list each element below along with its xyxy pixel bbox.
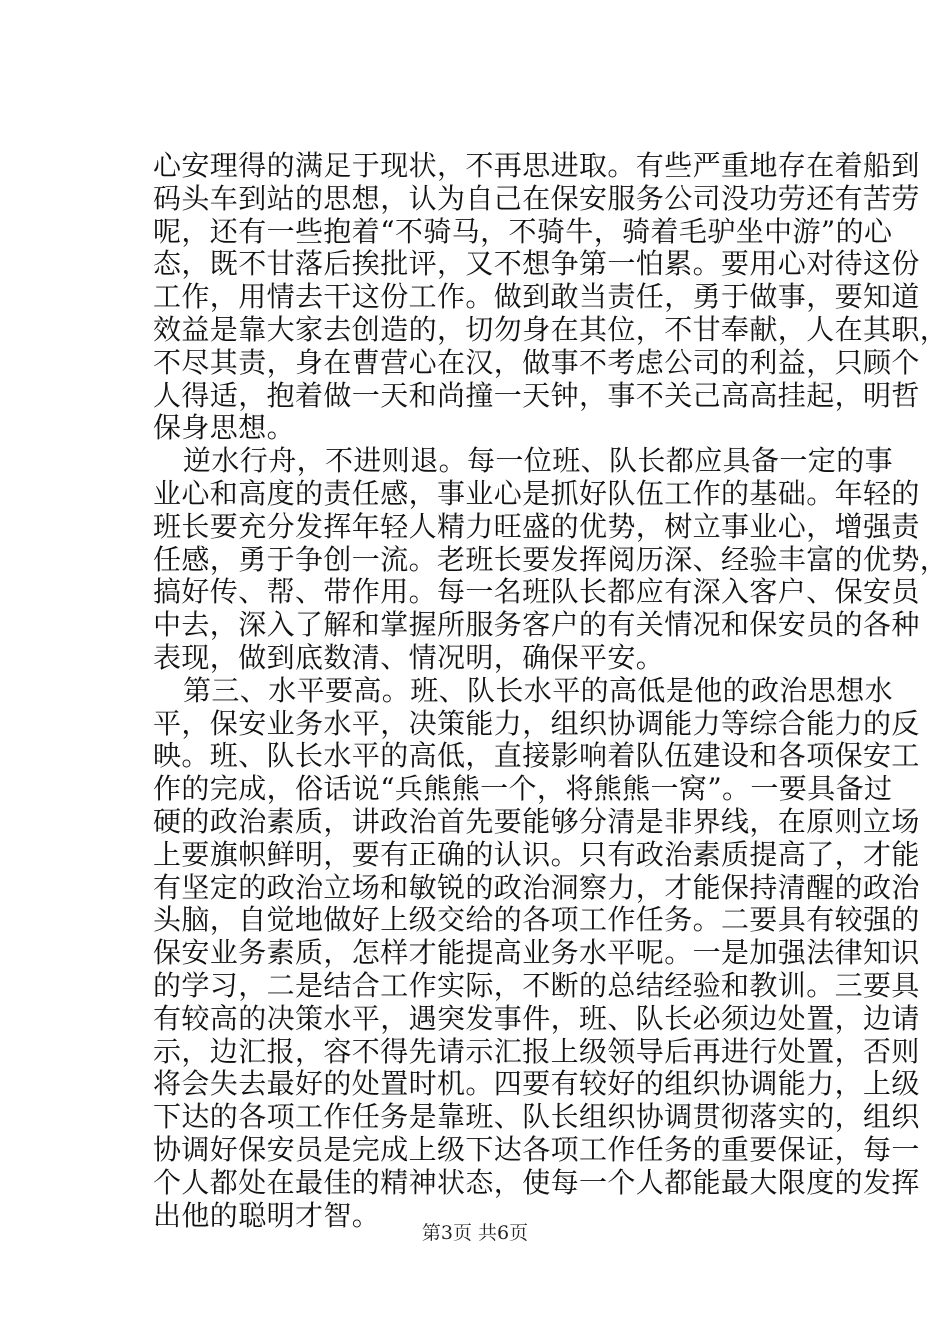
page-footer: 第3页 共6页 bbox=[421, 1222, 529, 1244]
text-line: 作的完成，俗话说“兵熊熊一个，将熊熊一窝”。一要具备过 bbox=[153, 772, 893, 806]
text-line: 心安理得的满足于现状，不再思进取。有些严重地存在着船到 bbox=[153, 149, 920, 182]
text-line: 保身思想。 bbox=[153, 411, 296, 445]
text-line: 下达的各项工作任务是靠班、队长组织协调贯彻落实的，组织 bbox=[153, 1100, 920, 1134]
text-line: 工作，用情去干这份工作。做到敢当责任，勇于做事，要知道 bbox=[153, 280, 920, 314]
text-line: 中去，深入了解和掌握所服务客户的有关情况和保安员的各种 bbox=[153, 608, 920, 642]
document-body bbox=[153, 149, 949, 1232]
text-line: 有较高的决策水平，遇突发事件，班、队长必须边处置，边请 bbox=[153, 1001, 920, 1035]
text-line: 平，保安业务水平，决策能力，组织协调能力等综合能力的反 bbox=[153, 706, 920, 740]
text-line: 人得适，抱着做一天和尚撞一天钟，事不关己高高挂起，明哲 bbox=[153, 378, 920, 412]
text-line: 任感，勇于争创一流。老班长要发挥阅历深、经验丰富的优势， bbox=[153, 542, 949, 576]
text-line: 将会失去最好的处置时机。四要有较好的组织协调能力，上级 bbox=[153, 1067, 920, 1101]
text-line: 的学习，二是结合工作实际，不断的总结经验和教训。三要具 bbox=[153, 968, 920, 1002]
text-line: 保安业务素质，怎样才能提高业务水平呢。一是加强法律知识 bbox=[153, 936, 920, 970]
text-line: 业心和高度的责任感，事业心是抓好队伍工作的基础。年轻的 bbox=[153, 476, 920, 510]
text-line: 表现，做到底数清、情况明，确保平安。 bbox=[153, 640, 665, 674]
text-line: 逆水行舟，不进则退。每一位班、队长都应具备一定的事 bbox=[183, 444, 894, 478]
text-line: 第三、水平要高。班、队长水平的高低是他的政治思想水 bbox=[183, 673, 894, 707]
text-line: 效益是靠大家去创造的，切勿身在其位，不甘奉献，人在其职， bbox=[153, 312, 949, 346]
text-line: 硬的政治素质，讲政治首先要能够分清是非界线，在原则立场 bbox=[153, 804, 920, 838]
text-line: 出他的聪明才智。 bbox=[153, 1198, 381, 1232]
text-line: 个人都处在最佳的精神状态，使每一个人都能最大限度的发挥 bbox=[153, 1165, 920, 1199]
text-line: 有坚定的政治立场和敏锐的政治洞察力，才能保持清醒的政治 bbox=[153, 870, 920, 904]
text-line: 头脑，自觉地做好上级交给的各项工作任务。二要具有较强的 bbox=[153, 903, 920, 937]
text-line: 映。班、队长水平的高低，直接影响着队伍建设和各项保安工 bbox=[153, 739, 920, 773]
text-line: 态，既不甘落后挨批评，又不想争第一怕累。要用心对待这份 bbox=[153, 247, 920, 281]
text-line: 协调好保安员是完成上级下达各项工作任务的重要保证，每一 bbox=[153, 1132, 920, 1166]
text-line: 呢，还有一些抱着“不骑马，不骑牛，骑着毛驴坐中游”的心 bbox=[153, 214, 893, 248]
text-line: 班长要充分发挥年轻人精力旺盛的优势，树立事业心，增强责 bbox=[153, 509, 920, 543]
text-line: 不尽其责，身在曹营心在汉，做事不考虑公司的利益，只顾个 bbox=[153, 345, 920, 379]
text-line: 上要旗帜鲜明，要有正确的认识。只有政治素质提高了，才能 bbox=[153, 837, 920, 871]
text-line: 码头车到站的思想，认为自己在保安服务公司没功劳还有苦劳 bbox=[153, 181, 920, 215]
text-line: 示，边汇报，容不得先请示汇报上级领导后再进行处置，否则 bbox=[153, 1034, 920, 1068]
text-line: 搞好传、帮、带作用。每一名班队长都应有深入客户、保安员 bbox=[153, 575, 920, 609]
